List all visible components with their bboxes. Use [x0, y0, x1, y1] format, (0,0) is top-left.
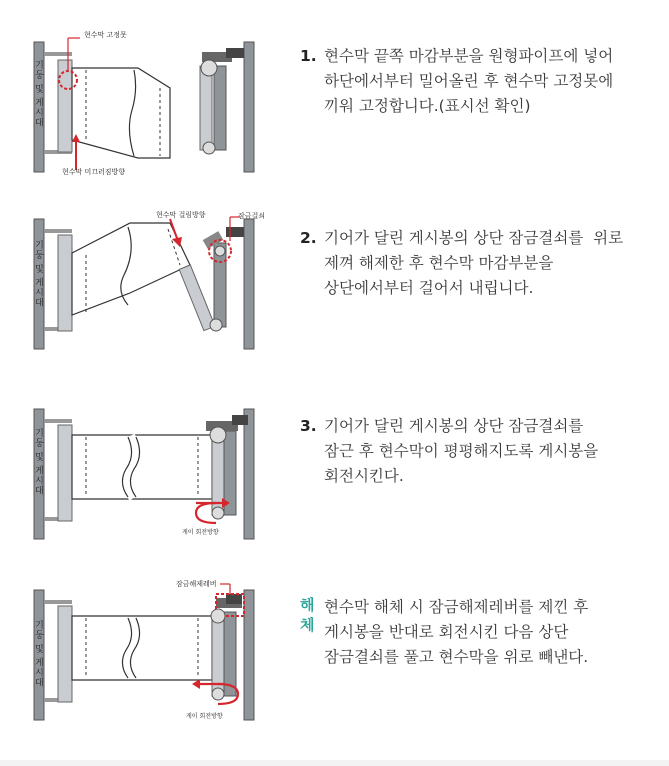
label-step1-bottom: 현수막 미끄러짐방향 [62, 168, 126, 176]
label-step4-post: 기둥 및 게시대 [33, 620, 43, 688]
label-step1-top: 현수막 고정못 [84, 31, 127, 39]
step-text: 현수막 끝쪽 마감부분을 원형파이프에 넣어 하단에서부터 밀어올린 후 현수막 고정못에 끼워 고정합니다.(표시선 확인) [324, 47, 614, 115]
label-step1-post: 기둥 및 게시대 [33, 60, 43, 128]
step-number: 2. [300, 229, 317, 247]
diagram-step-2 [20, 205, 270, 345]
diagram-step-dismantle [20, 580, 270, 720]
step-badge: 해 체 [300, 596, 315, 634]
footer-divider [0, 760, 669, 766]
step-number: 1. [300, 47, 317, 65]
label-step2-post: 기둥 및 게시대 [33, 240, 43, 308]
label-step4-bottom: 게이 회전방향 [186, 713, 223, 720]
diagram-step-3 [20, 395, 270, 535]
step-text: 기어가 달린 게시봉의 상단 잠금결쇠를 잠근 후 현수막이 평평해지도록 게시봉을 회전시킨다. [324, 417, 599, 485]
diagram-step-1 [20, 30, 270, 170]
label-step3-bottom: 게이 회전방향 [182, 529, 219, 536]
label-step3-post: 기둥 및 게시대 [33, 428, 43, 496]
label-step4-lock: 잠금해제레버 [176, 580, 217, 588]
label-step2-top: 현수막 걸림방향 [156, 211, 206, 219]
step-text: 기어가 달린 게시봉의 상단 잠금결쇠를 위로 제껴 해제한 후 현수막 마감부분을 상단에서부터 걸어서 내립니다. [324, 229, 624, 297]
label-step2-lock: 잠금걸쇠 [238, 212, 266, 220]
step-text: 현수막 해체 시 잠금해제레버를 제낀 후 게시봉을 반대로 회전시킨 다음 상단 잠금결쇠를 풀고 현수막을 위로 빼낸다. [324, 598, 589, 666]
step-number: 3. [300, 417, 317, 435]
